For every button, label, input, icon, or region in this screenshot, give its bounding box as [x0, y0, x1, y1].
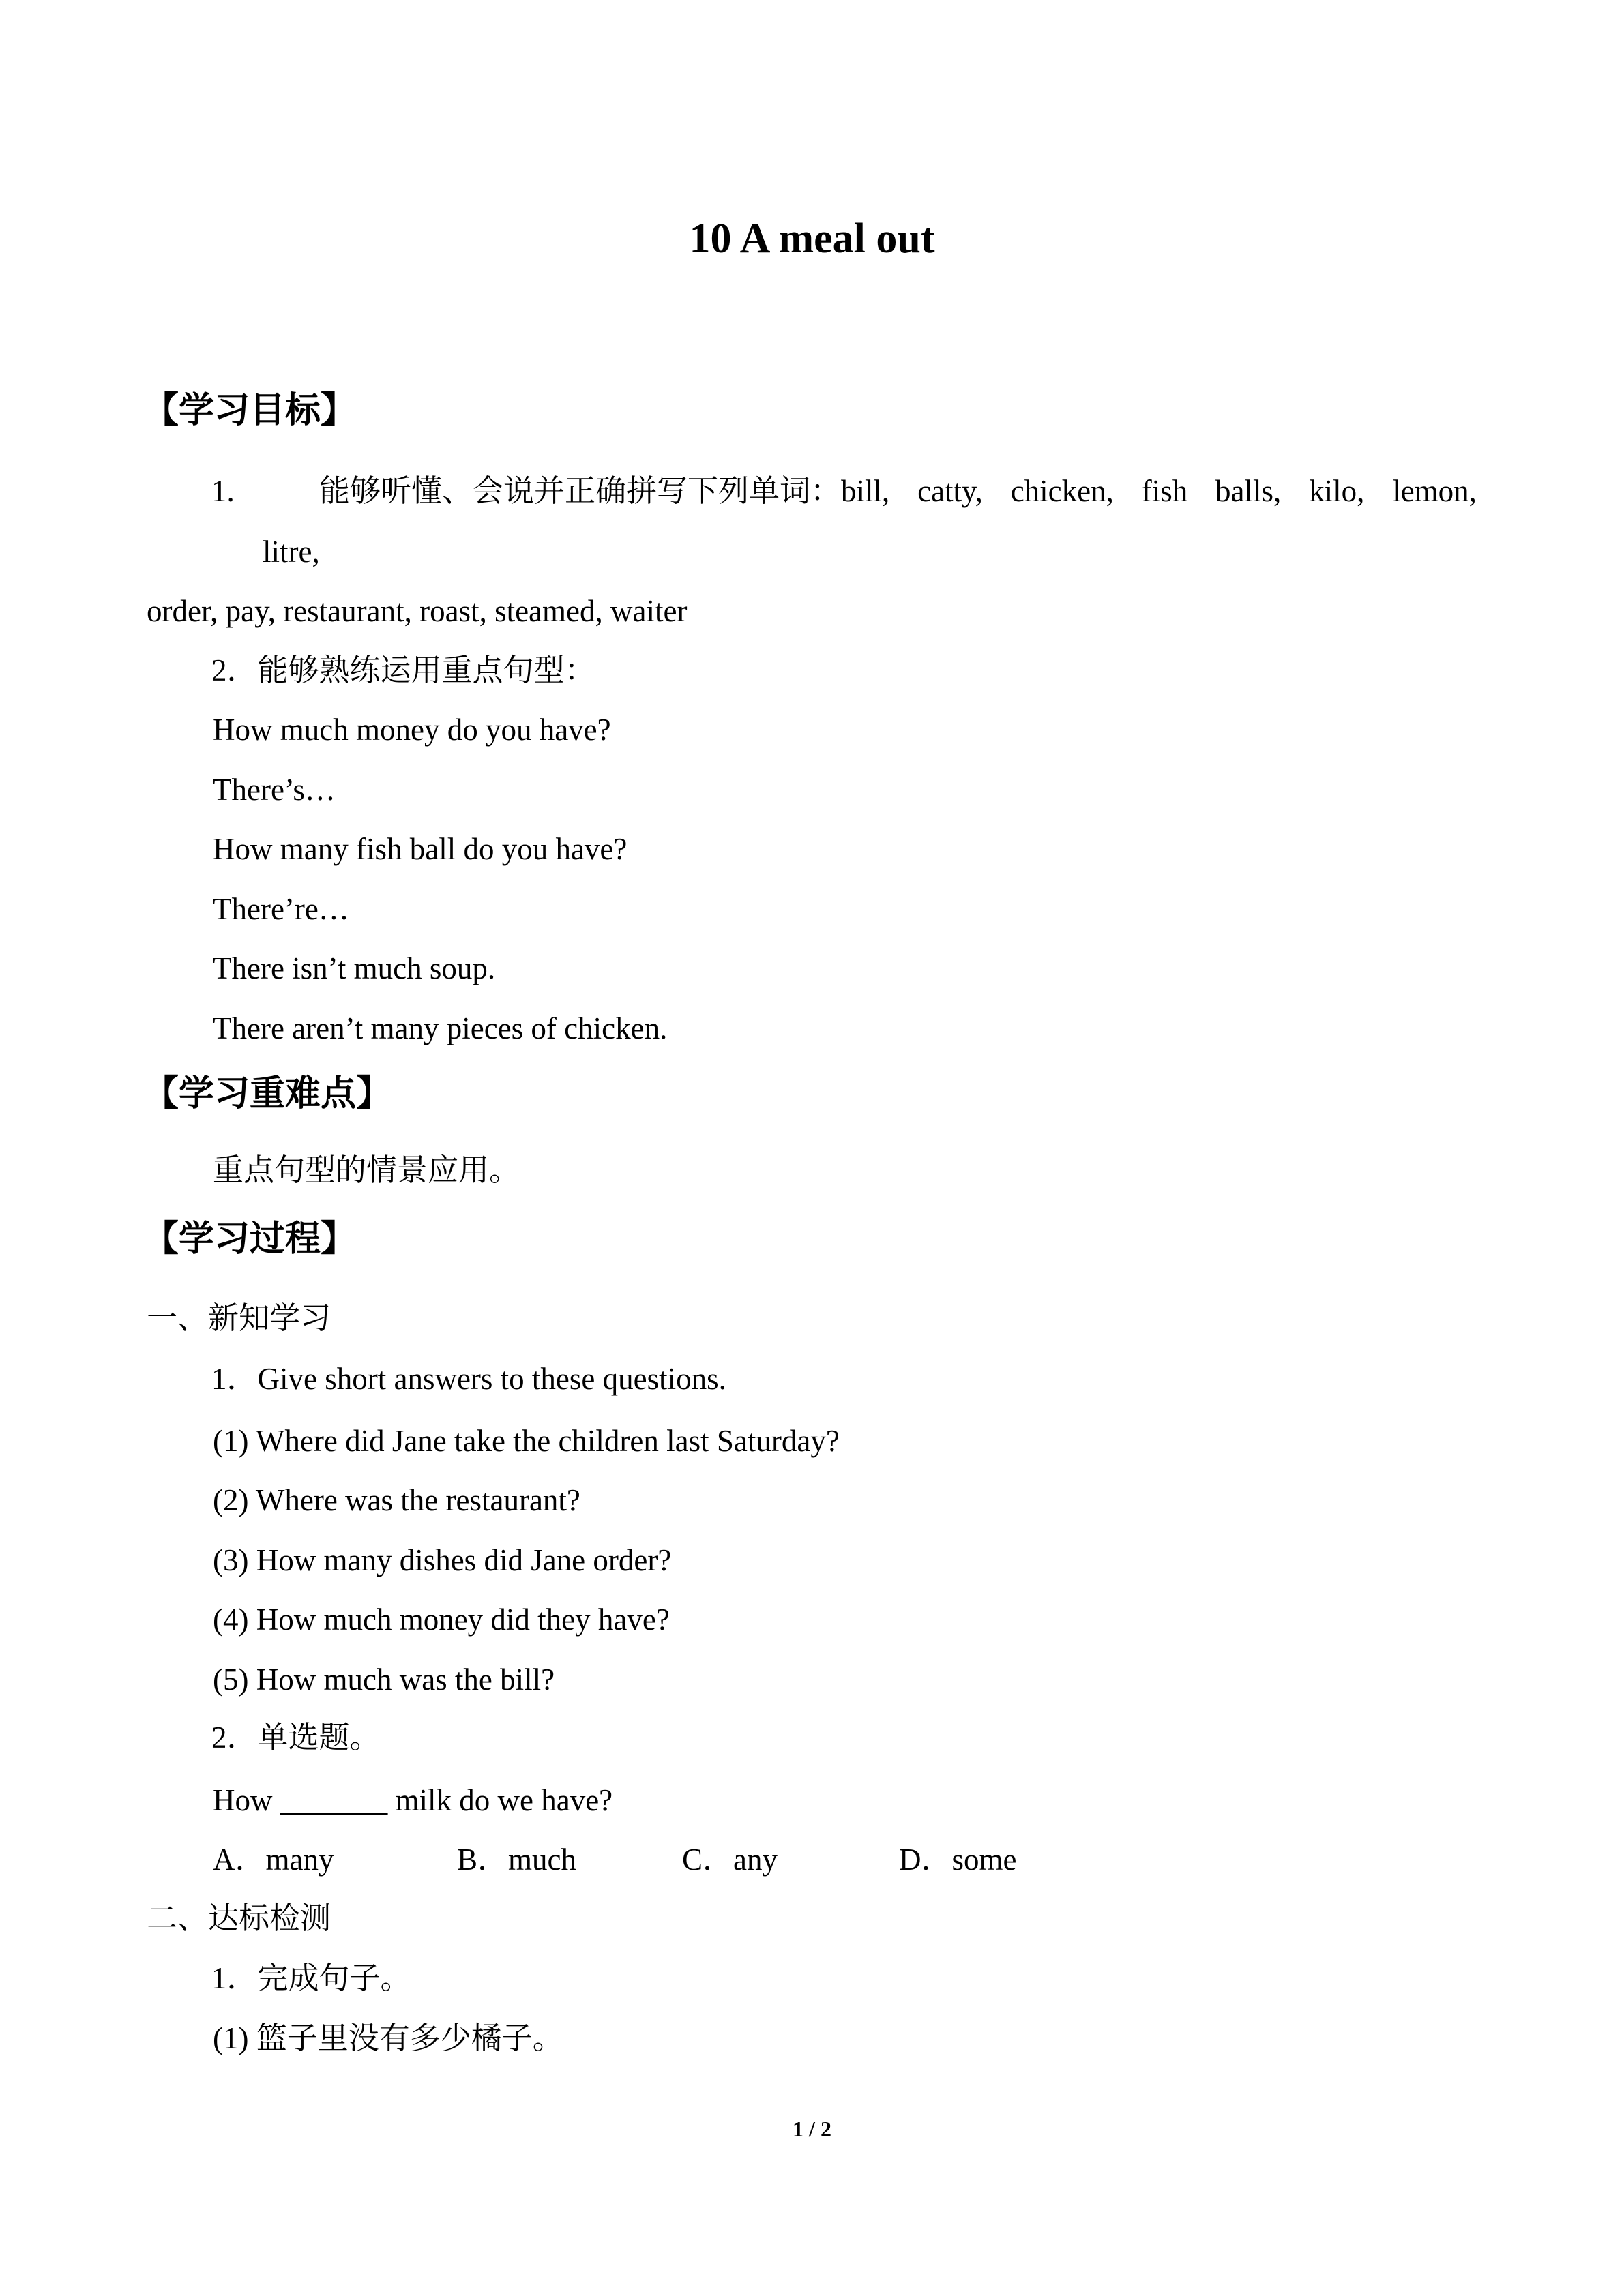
objectives-heading: 【学习目标】 — [143, 391, 357, 430]
key-points-text: 重点句型的情景应用。 — [213, 1153, 520, 1187]
vocab-word: chicken, — [1010, 474, 1114, 508]
question-2-title: 2．单选题。 — [211, 1720, 381, 1755]
vocab-word: lemon, — [1392, 474, 1477, 508]
part-1-heading: 一、新知学习 — [147, 1301, 331, 1335]
question-1-item: (2) Where was the restaurant? — [213, 1483, 580, 1517]
key-points-heading: 【学习重难点】 — [143, 1075, 392, 1114]
question-1-item: (5) How much was the bill? — [213, 1663, 555, 1697]
objective-1-vocab-line-3: order, pay, restaurant, roast, steamed, waiter — [147, 594, 688, 628]
option-a: A．many — [213, 1843, 334, 1877]
document-title: 10 A meal out — [689, 215, 935, 262]
objective-1-continued: litre, — [263, 535, 320, 569]
question-1-item: (4) How much money did they have? — [213, 1602, 670, 1637]
objective-2: 2．能够熟练运用重点句型： — [211, 653, 595, 687]
pattern-4: There’re… — [213, 892, 349, 926]
vocab-word: balls, — [1215, 474, 1282, 508]
option-b: B．much — [457, 1843, 576, 1877]
vocab-word: kilo, — [1309, 474, 1365, 508]
completion-title: 1．完成句子。 — [211, 1961, 411, 1995]
option-d: D．some — [899, 1843, 1017, 1877]
vocab-word: fish — [1141, 474, 1188, 508]
question-1-item: (3) How many dishes did Jane order? — [213, 1543, 672, 1577]
pattern-5: There isn’t much soup. — [213, 951, 496, 985]
vocab-word: 能够听懂、会说并正确拼写下列单词：bill, — [319, 474, 890, 508]
pattern-6: There aren’t many pieces of chicken. — [213, 1011, 668, 1045]
process-heading: 【学习过程】 — [143, 1220, 357, 1259]
part-2-heading: 二、达标检测 — [147, 1901, 331, 1935]
completion-item-1: (1) 篮子里没有多少橘子。 — [213, 2021, 563, 2055]
question-2-stem: How _______ milk do we have? — [213, 1783, 613, 1817]
question-1-title: 1．Give short answers to these questions. — [211, 1362, 726, 1396]
objective-1-number: 1. — [211, 474, 235, 508]
objective-1-vocab-line — [319, 471, 1477, 511]
question-1-item: (1) Where did Jane take the children last Saturday? — [213, 1424, 840, 1458]
vocab-word: catty, — [917, 474, 983, 508]
option-c: C．any — [682, 1843, 778, 1877]
pattern-1: How much money do you have? — [213, 713, 611, 747]
page-number: 1 / 2 — [793, 2117, 831, 2141]
pattern-2: There’s… — [213, 773, 336, 807]
pattern-3: How many fish ball do you have? — [213, 832, 628, 866]
